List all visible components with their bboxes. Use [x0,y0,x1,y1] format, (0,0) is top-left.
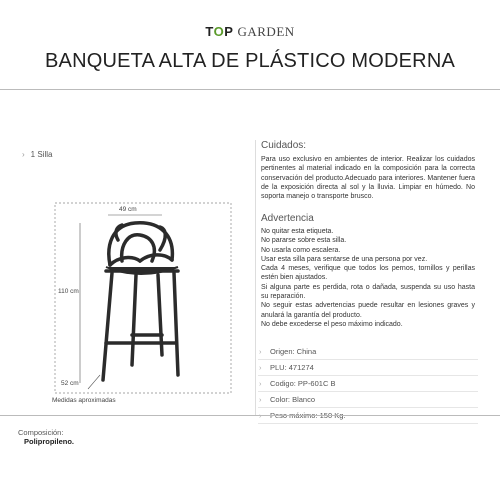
chevron-right-icon: › [259,363,262,372]
spec-label: Color: Blanco [270,395,316,404]
spec-origin [258,344,478,360]
specs-list [258,344,478,424]
warning-item: No quitar esta etiqueta. [261,228,334,235]
care-heading: Cuidados: [261,140,307,151]
depth-label: 52 cm [61,380,79,387]
width-label: 49 cm [119,206,137,213]
measurement-note: Medidas aproximadas [52,397,116,404]
chair-shape [103,223,178,380]
chair-illustration [40,195,250,400]
includes-label: 1 Silla [30,150,53,159]
diagram-frame [55,203,231,393]
divider-top [0,89,500,90]
page-title: BANQUETA ALTA DE PLÁSTICO MODERNA [44,50,456,72]
warning-item: Usar esta silla para sentarse de una persona por vez. [261,255,428,263]
brand-logo [0,24,500,40]
warning-item: Cada 4 meses, verifique que todos los pernos, tornillos y perillas estén bien ajustados. [261,265,475,282]
depth-line [88,375,100,389]
warning-item: Si alguna parte es perdida, rota o dañada, suspenda su uso hasta su reparación. [261,283,475,301]
spec-label: Origen: China [270,347,317,356]
height-label: 110 cm [58,288,79,295]
spec-max-weight [258,408,478,424]
composition-label: Composición: [18,428,64,437]
chevron-right-icon: › [259,379,262,388]
spec-label: PLU: 471274 [270,363,314,372]
brand-garden: GARDEN [237,24,295,39]
warning-item: No pararse sobre esta silla. [261,237,347,245]
chevron-right-icon: › [259,395,262,404]
care-text: Para uso exclusivo en ambientes de interior. Realizar los cuidados pertinentes al material indicado en la composición para la correcta conservación del producto.Adecuado para interiores. Mantener fuera de la exposición directa al sol y la lluvia. Limpiar en húmedo. No soporta manejo o transporte brusco. [261,156,475,201]
chevron-right-icon: › [259,347,262,356]
warning-item: No seguir estas advertencias puede resultar en lesiones graves y anulará la garantía del producto. [261,302,475,319]
warning-item: No usarla como escalera. [261,246,341,254]
warning-list [261,227,475,329]
chair-seat [106,267,178,274]
brand-top: TOP [205,24,234,39]
spec-color [258,392,478,408]
includes-item [22,150,52,159]
warning-heading: Advertencia [261,213,314,224]
spec-code [258,376,478,392]
divider-vertical [255,140,256,415]
chevron-right-icon: › [22,150,25,159]
chair-diagram [40,195,250,405]
warning-item: No debe excederse el peso máximo indicado. [261,320,403,328]
divider-bottom [0,415,500,416]
spec-plu [258,360,478,376]
composition-value: Polipropileno. [24,437,74,446]
spec-label: Codigo: PP-601C B [270,379,336,388]
